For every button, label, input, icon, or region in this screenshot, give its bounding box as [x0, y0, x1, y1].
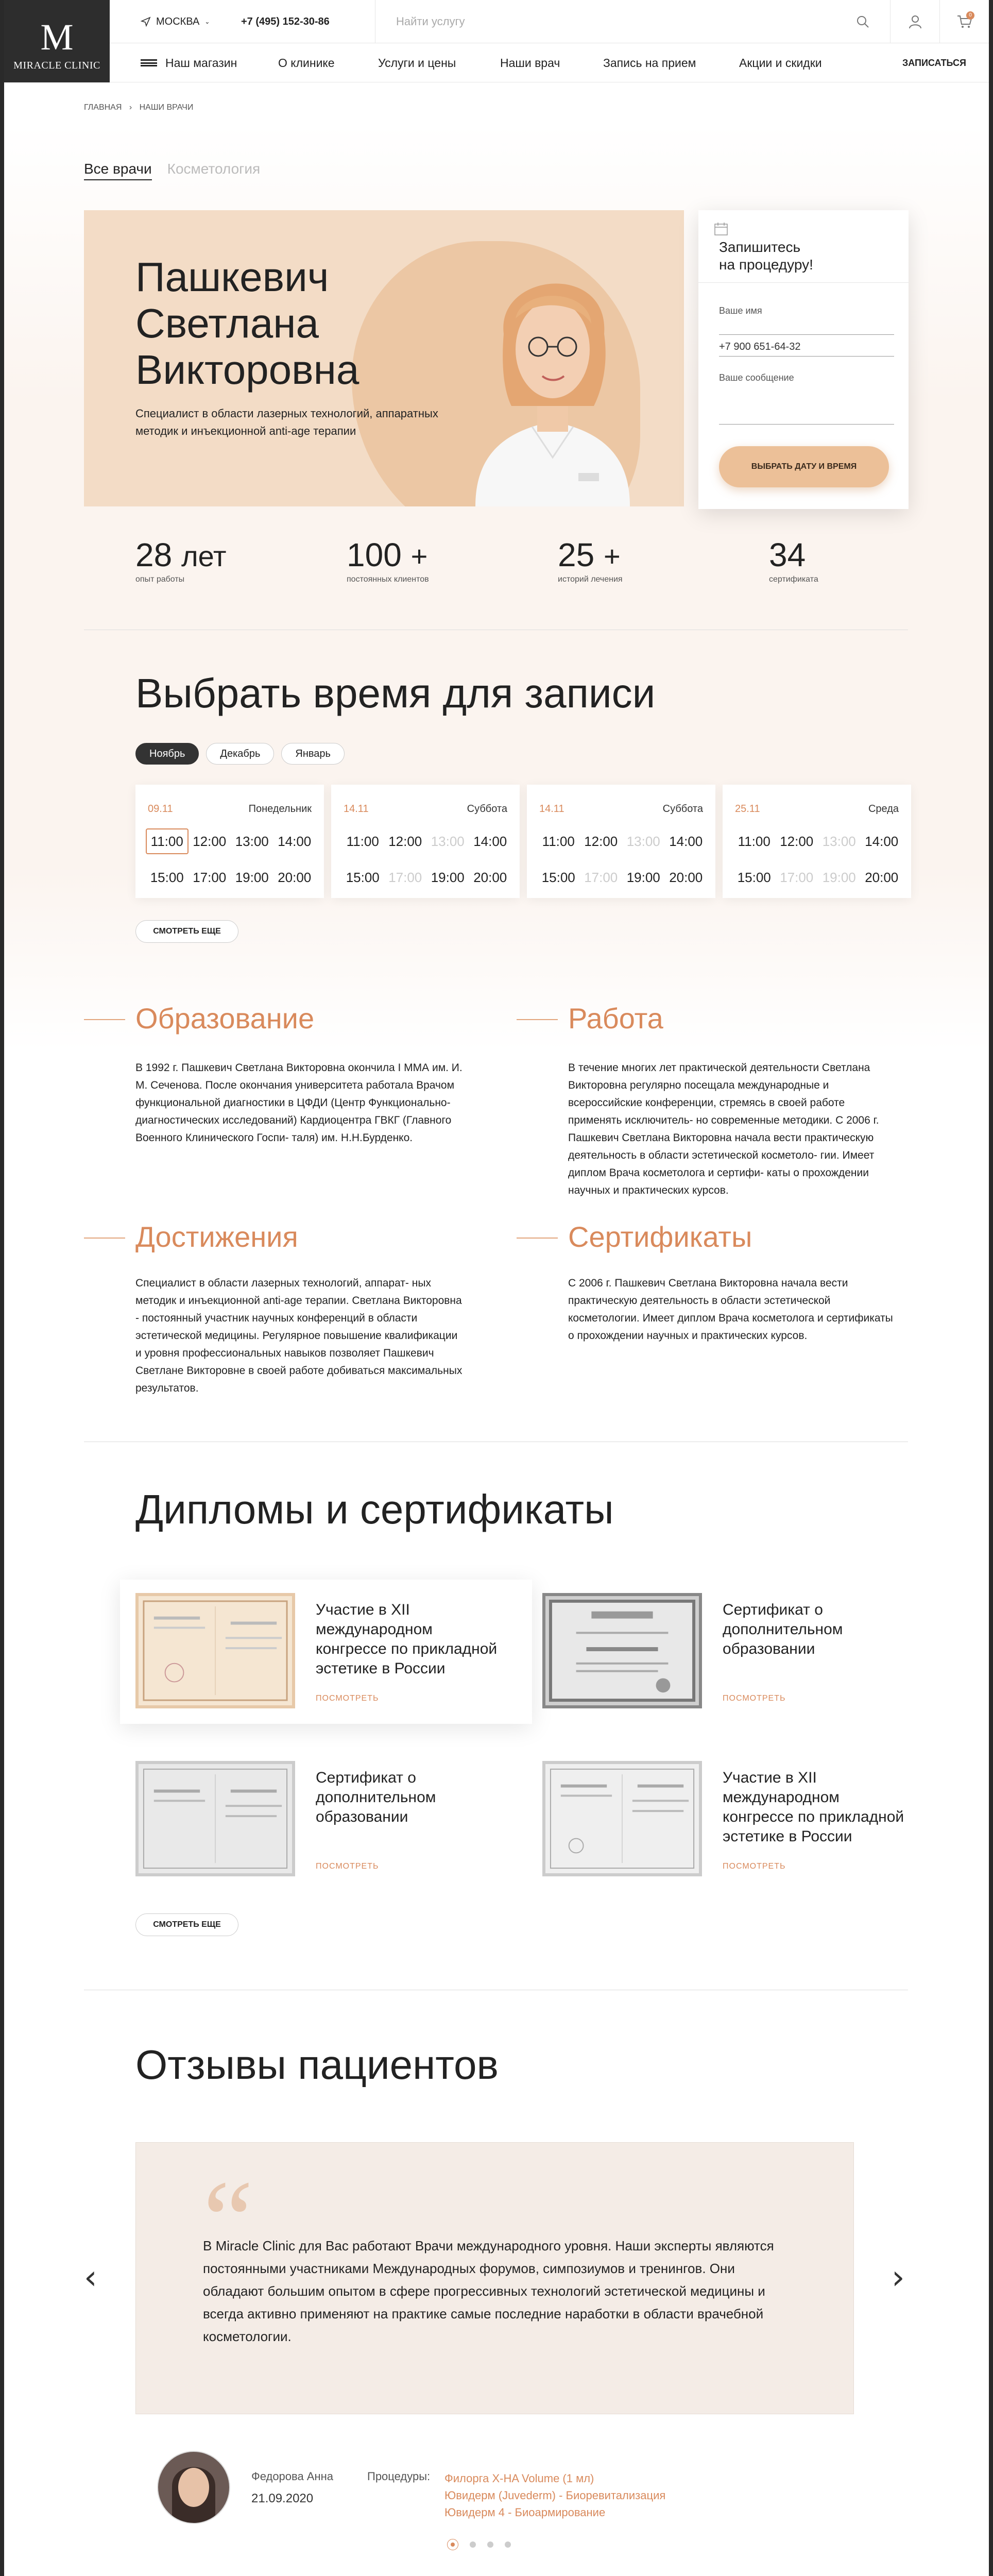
diploma-title: Сертификат о дополнительном образовании — [723, 1601, 843, 1657]
month-tabs — [135, 743, 345, 765]
time-slot: 13:00 — [626, 833, 660, 849]
slider-dot[interactable] — [447, 2539, 458, 2550]
doctor-surname: Пашкевич — [135, 254, 329, 300]
time-slot[interactable]: 11:00 — [146, 828, 189, 854]
achievements-text: Специалист в области лазерных технологий, аппарат- ных методик и инъекционной anti-age терапии. Светлана Викторовна - постоянный участник научных конференций в области эстетической медицины. Регулярное повышение квалификации и уровня профессиональных навыков позволяет Пашкевич Светлане Викторовне в своей работе добиваться максимальных результатов. — [135, 1277, 463, 1394]
name-input[interactable] — [719, 316, 894, 335]
diploma-image — [542, 1761, 702, 1876]
section-line — [84, 1238, 125, 1239]
doctor-patronymic: Викторовна — [135, 347, 359, 393]
slider-dots — [447, 2539, 511, 2550]
diploma-view-link[interactable]: ПОСМОТРЕТЬ — [723, 1694, 786, 1703]
phone-field — [719, 338, 894, 357]
stat-cases-number: 25 — [558, 536, 595, 573]
nav-shop[interactable] — [141, 43, 237, 82]
user-icon[interactable] — [890, 0, 939, 43]
diploma-view-link[interactable]: ПОСМОТРЕТЬ — [723, 1862, 786, 1871]
diploma-card[interactable] — [527, 1580, 939, 1724]
time-slot[interactable]: 12:00 — [388, 833, 422, 849]
day-date: 14.11 — [539, 803, 564, 815]
stat-experience-number: 28 — [135, 536, 173, 573]
reviews-title: Отзывы пациентов — [135, 2042, 499, 2088]
education-text: В 1992 г. Пашкевич Светлана Викторовна окончила I ММА им. И. М. Сеченова. После окончания университета работала Врачом функциональной диагностики в ЦФДИ (Центр Функционально- диагностических исследований) Кардиоцентра ГВКГ (Главного Военного Клинического Госпи- таля) им. Н.Н.Бурденко. — [135, 1062, 463, 1144]
search-bar — [375, 0, 890, 43]
day-date: 09.11 — [148, 803, 173, 815]
breadcrumb-current: НАШИ ВРАЧИ — [139, 103, 194, 112]
certificates-title: Сертификаты — [568, 1221, 752, 1253]
time-slots — [146, 828, 316, 890]
menu-icon — [141, 59, 157, 66]
time-slot[interactable]: 12:00 — [584, 833, 618, 849]
form-title: Запишитесь на процедуру! — [719, 239, 813, 273]
signup-link[interactable]: ЗАПИСАТЬСЯ — [902, 57, 966, 68]
day-weekday: Понедельник — [248, 803, 312, 815]
time-slot[interactable]: 13:00 — [235, 833, 269, 849]
day-card — [527, 785, 715, 898]
avatar — [157, 2450, 231, 2524]
nav-shop-label: Наш магазин — [165, 56, 237, 70]
breadcrumb — [84, 103, 193, 112]
day-card — [723, 785, 911, 898]
day-card — [135, 785, 324, 898]
time-slot[interactable]: 14:00 — [278, 833, 312, 849]
achievements-title: Достижения — [135, 1221, 298, 1253]
location-icon — [141, 16, 151, 27]
stat-certificates — [769, 536, 818, 584]
message-input[interactable] — [719, 406, 894, 425]
day-date: 25.11 — [735, 803, 760, 815]
breadcrumb-home[interactable]: ГЛАВНАЯ — [84, 103, 122, 112]
time-slot[interactable]: 20:00 — [473, 869, 507, 885]
diploma-title: Участие в XII международном конгрессе по прикладной эстетике в России — [723, 1769, 904, 1845]
header-phone[interactable]: +7 (495) 152-30-86 — [241, 15, 330, 27]
search-input[interactable] — [396, 15, 839, 28]
time-slot[interactable]: 12:00 — [193, 833, 227, 849]
review-card — [135, 2142, 854, 2414]
nav-appointment[interactable]: Запись на прием — [603, 56, 696, 70]
procedures-list — [444, 2470, 665, 2521]
nav-about[interactable]: О клинике — [278, 56, 335, 70]
diploma-title: Участие в XII международном конгрессе по прикладной эстетике в России — [316, 1601, 498, 1677]
time-slot: 17:00 — [780, 869, 814, 885]
search-icon[interactable] — [856, 15, 869, 28]
month-tab-december[interactable]: Декабрь — [206, 743, 274, 765]
logo[interactable] — [4, 0, 110, 82]
time-slot: 13:00 — [431, 833, 465, 849]
review-author: Федорова Анна — [251, 2470, 334, 2483]
time-slot: 17:00 — [388, 869, 422, 885]
cart-badge: 0 — [966, 11, 974, 20]
time-slot[interactable]: 11:00 — [542, 833, 575, 849]
chevron-down-icon: ⌄ — [204, 18, 210, 25]
stat-experience-suffix: лет — [181, 540, 227, 572]
time-slots — [537, 828, 707, 890]
time-slot[interactable]: 19:00 — [235, 869, 269, 885]
logo-mark: M — [40, 16, 74, 58]
time-slot[interactable]: 20:00 — [278, 869, 312, 885]
page — [4, 0, 989, 2576]
diploma-image — [542, 1593, 702, 1708]
schedule-title: Выбрать время для записи — [135, 670, 656, 716]
doctor-photo — [455, 241, 650, 506]
work-text: В течение многих лет практической деятельности Светлана Викторовна регулярно посещала международные и всероссийские конференции, стремясь в своей работе применять исключитель- но современные методики. С 2006 г. Пашкевич Светлана Викторовна начала вести практическую деятельность в области эстетической косметоло- гии. Имеет диплом Врача косметолога и сертифи- каты о прохождении научных и практических курсов. — [568, 1062, 879, 1196]
time-slot[interactable]: 14:00 — [669, 833, 703, 849]
nav-services[interactable]: Услуги и цены — [378, 56, 456, 70]
diploma-card[interactable] — [120, 1580, 532, 1724]
diploma-title: Сертификат о дополнительном образовании — [316, 1769, 436, 1825]
cart-icon[interactable] — [939, 0, 989, 43]
nav-promotions[interactable]: Акции и скидки — [739, 56, 822, 70]
tab-cosmetology[interactable]: Косметология — [167, 161, 261, 177]
section-line — [84, 1019, 125, 1020]
stat-clients-suffix: + — [410, 540, 428, 572]
time-slot[interactable]: 15:00 — [346, 869, 380, 885]
name-field — [719, 306, 894, 335]
diploma-image — [135, 1761, 295, 1876]
prev-arrow-icon[interactable]: ‹ — [84, 2259, 97, 2297]
choose-date-button[interactable]: ВЫБРАТЬ ДАТУ И ВРЕМЯ — [719, 446, 889, 487]
diplomas-title: Дипломы и сертификаты — [135, 1486, 614, 1532]
time-slot[interactable]: 20:00 — [669, 869, 703, 885]
stat-cases — [558, 536, 623, 584]
quote-icon: “ — [203, 2157, 253, 2283]
appointment-form — [698, 210, 909, 509]
time-slot[interactable]: 14:00 — [473, 833, 507, 849]
logo-text: MIRACLE CLINIC — [13, 60, 100, 71]
time-slot[interactable]: 15:00 — [541, 869, 575, 885]
time-slot: 19:00 — [822, 869, 856, 885]
next-arrow-icon[interactable]: › — [892, 2259, 905, 2297]
name-field-label: Ваше имя — [719, 306, 762, 316]
time-slot[interactable]: 19:00 — [626, 869, 660, 885]
stat-cases-suffix: + — [603, 540, 621, 572]
diploma-view-link[interactable]: ПОСМОТРЕТЬ — [316, 1862, 379, 1871]
day-date: 14.11 — [344, 803, 369, 815]
main-nav — [110, 43, 989, 82]
schedule-more-button[interactable]: СМОТРЕТЬ ЕЩЕ — [135, 920, 238, 943]
month-tab-january[interactable]: Январь — [281, 743, 345, 765]
slider-dot[interactable] — [505, 2541, 511, 2548]
procedure-link[interactable]: Ювидерм (Juvederm) - Биоревитализация — [444, 2489, 666, 2502]
review-text: В Miracle Clinic для Вас работают Врачи международного уровня. Наши эксперты являются постоянными участниками Международных форумов, симпозиумов и тренингов. Они обладают большим опытом в сфере прогрессивных технологий эстетической медицины и всегда активно применяют на практике самые последние наработки в области врачебной косметологии. — [203, 2238, 774, 2344]
time-slot[interactable]: 14:00 — [865, 833, 899, 849]
top-bar — [110, 0, 989, 43]
time-slot[interactable]: 12:00 — [780, 833, 814, 849]
breadcrumb-separator: › — [129, 103, 132, 112]
time-slot[interactable]: 11:00 — [346, 833, 379, 849]
message-field-label: Ваше сообщение — [719, 372, 794, 383]
stat-clients-label: постоянных клиентов — [347, 575, 429, 584]
diplomas-more-button[interactable]: СМОТРЕТЬ ЕЩЕ — [135, 1913, 238, 1936]
certificates-text: С 2006 г. Пашкевич Светлана Викторовна начала вести практическую деятельность в области эстетической косметологии. Имеет диплом Врача косметолога и сертификаты о прохождении научных и практических курсов. — [568, 1277, 893, 1342]
education-title: Образование — [135, 1002, 315, 1035]
work-title: Работа — [568, 1002, 663, 1035]
header-icons — [890, 0, 989, 43]
procedure-link[interactable]: Филорга X-HA Volume (1 мл) — [444, 2472, 594, 2485]
form-divider — [698, 282, 909, 283]
slider-dot[interactable] — [487, 2541, 493, 2548]
time-slots — [733, 828, 903, 890]
stat-cases-label: историй лечения — [558, 575, 623, 584]
time-slot[interactable]: 15:00 — [150, 869, 184, 885]
stat-clients-number: 100 — [347, 536, 402, 573]
day-weekday: Среда — [868, 803, 899, 815]
section-line — [517, 1238, 558, 1239]
stat-experience-label: опыт работы — [135, 575, 185, 584]
review-date: 21.09.2020 — [251, 2492, 314, 2505]
doctor-first-name: Светлана — [135, 300, 319, 346]
time-slot[interactable]: 17:00 — [193, 869, 227, 885]
section-line — [517, 1019, 558, 1020]
month-tab-november[interactable]: Ноябрь — [135, 743, 199, 765]
time-slot[interactable]: 19:00 — [431, 869, 465, 885]
procedures-label: Процедуры: — [367, 2470, 431, 2483]
time-slot: 17:00 — [584, 869, 618, 885]
doctor-name — [135, 254, 359, 393]
doctor-hero — [84, 210, 684, 506]
nav-doctors[interactable]: Наши врач — [500, 56, 560, 70]
header — [4, 0, 989, 82]
time-slots — [341, 828, 511, 890]
diploma-card[interactable] — [527, 1748, 939, 1892]
diploma-image — [135, 1593, 295, 1708]
day-card — [331, 785, 520, 898]
time-slot[interactable]: 11:00 — [738, 833, 771, 849]
procedure-link[interactable]: Ювидерм 4 - Биоармирование — [444, 2506, 606, 2519]
message-field — [719, 372, 894, 425]
stat-experience — [135, 536, 227, 584]
phone-input[interactable] — [719, 338, 894, 357]
time-slot: 13:00 — [822, 833, 856, 849]
time-slot[interactable]: 20:00 — [865, 869, 899, 885]
diploma-view-link[interactable]: ПОСМОТРЕТЬ — [316, 1694, 379, 1703]
category-tabs — [84, 161, 260, 180]
tab-all-doctors[interactable]: Все врачи — [84, 161, 152, 180]
stat-certificates-number: 34 — [769, 536, 806, 573]
stat-clients — [347, 536, 429, 584]
stat-certificates-label: сертификата — [769, 575, 818, 584]
city-label: МОСКВА — [156, 15, 200, 27]
city-selector[interactable] — [141, 0, 210, 43]
doctor-description: Специалист в области лазерных технологий, аппаратных методик и инъекционной anti-age терапии — [135, 407, 438, 437]
day-weekday: Суббота — [662, 803, 703, 815]
diploma-card[interactable] — [120, 1748, 532, 1892]
day-weekday: Суббота — [467, 803, 507, 815]
slider-dot[interactable] — [470, 2541, 476, 2548]
calendar-icon — [714, 222, 728, 236]
time-slot[interactable]: 15:00 — [737, 869, 771, 885]
